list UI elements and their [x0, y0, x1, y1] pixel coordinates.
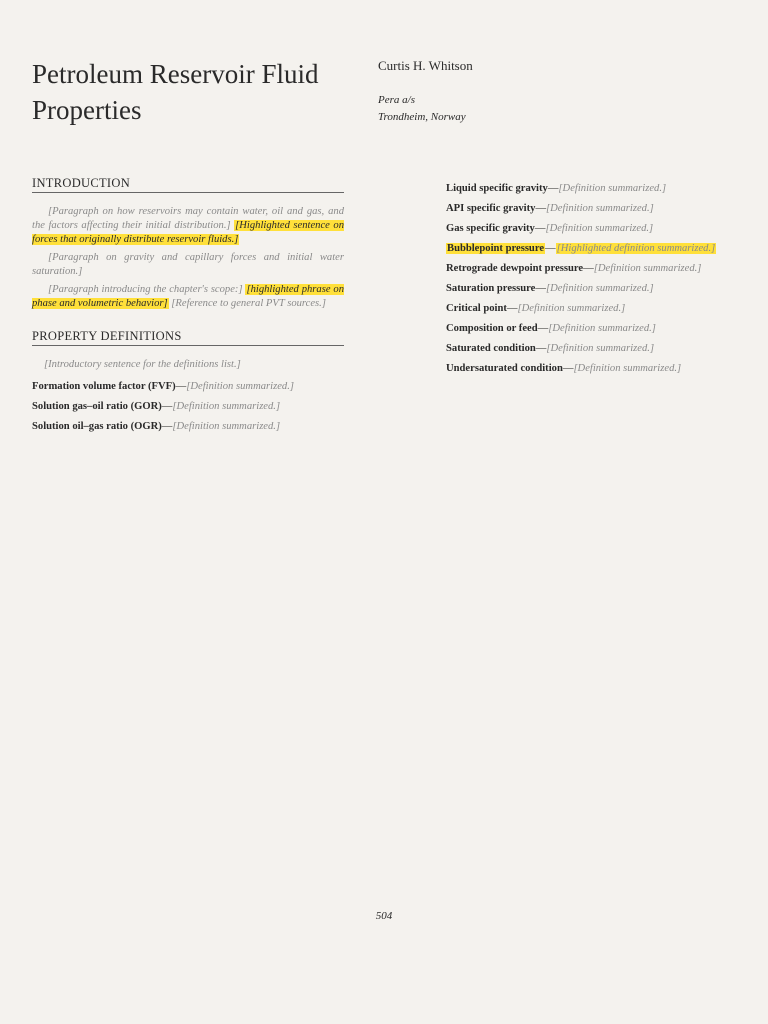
- definition-term: Critical point: [446, 303, 507, 314]
- definition-body: [Definition summarized.]: [172, 421, 281, 432]
- defs-heading: PROPERTY DEFINITIONS: [32, 329, 344, 346]
- definition-term: Solution gas–oil ratio (GOR): [32, 401, 162, 412]
- left-column: [32, 176, 344, 440]
- affiliation-line-1: Pera a/s: [378, 94, 415, 106]
- definition-term: Bubblepoint pressure: [447, 243, 545, 254]
- definition-item: Solution oil–gas ratio (OGR)—[Definition summarized.]: [32, 421, 281, 432]
- author-name: Curtis H. Whitson: [378, 58, 473, 73]
- definition-term: Composition or feed: [446, 323, 538, 334]
- definition-item: Composition or feed—[Definition summarized.]: [446, 323, 656, 334]
- intro-paragraph-2: [Paragraph on gravity and capillary forces and initial water saturation.]: [32, 252, 344, 277]
- definition-body: [Definition summarized.]: [545, 223, 654, 234]
- intro-para3-tail: [Reference to general PVT sources.]: [171, 298, 326, 309]
- definition-term: Retrograde dewpoint pressure: [446, 263, 584, 274]
- definition-body: [Definition summarized.]: [546, 343, 655, 354]
- definition-item: Saturated condition—[Definition summarized.]: [446, 343, 655, 354]
- definition-item: Critical point—[Definition summarized.]: [446, 303, 626, 314]
- intro-heading: INTRODUCTION: [32, 176, 344, 193]
- intro-paragraph-3: [32, 283, 344, 311]
- affiliation-line-2: Trondheim, Norway: [378, 111, 466, 123]
- right-definitions: [446, 182, 738, 376]
- definition-item: Bubblepoint pressure—[Highlighted definition summarized.]: [447, 243, 716, 254]
- definition-item: Saturation pressure—[Definition summarized.]: [446, 283, 654, 294]
- definition-body: [Definition summarized.]: [573, 363, 682, 374]
- definition-item: API specific gravity—[Definition summarized.]: [446, 203, 654, 214]
- definition-body: [Definition summarized.]: [517, 303, 626, 314]
- intro-para3-lead: [Paragraph introducing the chapter's scope:]: [48, 284, 243, 295]
- left-definitions: [32, 380, 344, 434]
- definition-body: [Definition summarized.]: [172, 401, 281, 412]
- definition-body: [Definition summarized.]: [186, 381, 294, 392]
- right-column: [446, 176, 738, 440]
- property-definitions-section: [32, 329, 344, 434]
- page-title: Petroleum Reservoir Fluid Properties: [32, 59, 319, 125]
- definition-term: Gas specific gravity: [446, 223, 535, 234]
- intro-paragraph-1: [32, 205, 344, 247]
- definition-term: API specific gravity: [446, 203, 536, 214]
- definition-item: Undersaturated condition—[Definition summarized.]: [446, 363, 682, 374]
- title-block: [32, 56, 738, 128]
- definition-item: Retrograde dewpoint pressure—[Definition summarized.]: [446, 263, 702, 274]
- definition-term: Undersaturated condition: [446, 363, 563, 374]
- definition-term: Liquid specific gravity: [446, 183, 548, 194]
- defs-intro: [Introductory sentence for the definitions list.]: [44, 359, 241, 370]
- body-columns: [32, 176, 738, 440]
- intro-para1-text: [Paragraph on how reservoirs may contain water, oil and gas, and the factors affecting their initial distribution.]: [32, 206, 344, 231]
- definition-body: [Definition summarized.]: [546, 203, 654, 214]
- definition-body: [Definition summarized.]: [593, 263, 702, 274]
- definition-item: Formation volume factor (FVF)—[Definition summarized.]: [32, 381, 294, 392]
- intro-highlight-1: [Highlighted sentence on forces that originally distribute reservoir fluids.]: [32, 220, 345, 245]
- definition-body: [Definition summarized.]: [558, 183, 667, 194]
- definition-item: Solution gas–oil ratio (GOR)—[Definition summarized.]: [32, 401, 281, 412]
- definition-item: Gas specific gravity—[Definition summarized.]: [446, 223, 654, 234]
- definition-term: Saturation pressure: [446, 283, 536, 294]
- definition-body: [Definition summarized.]: [545, 283, 654, 294]
- definition-body: [Highlighted definition summarized.]: [556, 243, 716, 254]
- intro-highlight-2: [highlighted phrase on phase and volumetric behavior]: [32, 284, 345, 309]
- page-number: 504: [375, 910, 393, 922]
- definition-body: [Definition summarized.]: [548, 323, 656, 334]
- definition-term: Formation volume factor (FVF): [32, 381, 176, 392]
- definition-term: Solution oil–gas ratio (OGR): [32, 421, 162, 432]
- author-block: [378, 56, 738, 128]
- definition-term: Saturated condition: [446, 343, 536, 354]
- definition-item: Liquid specific gravity—[Definition summarized.]: [446, 183, 667, 194]
